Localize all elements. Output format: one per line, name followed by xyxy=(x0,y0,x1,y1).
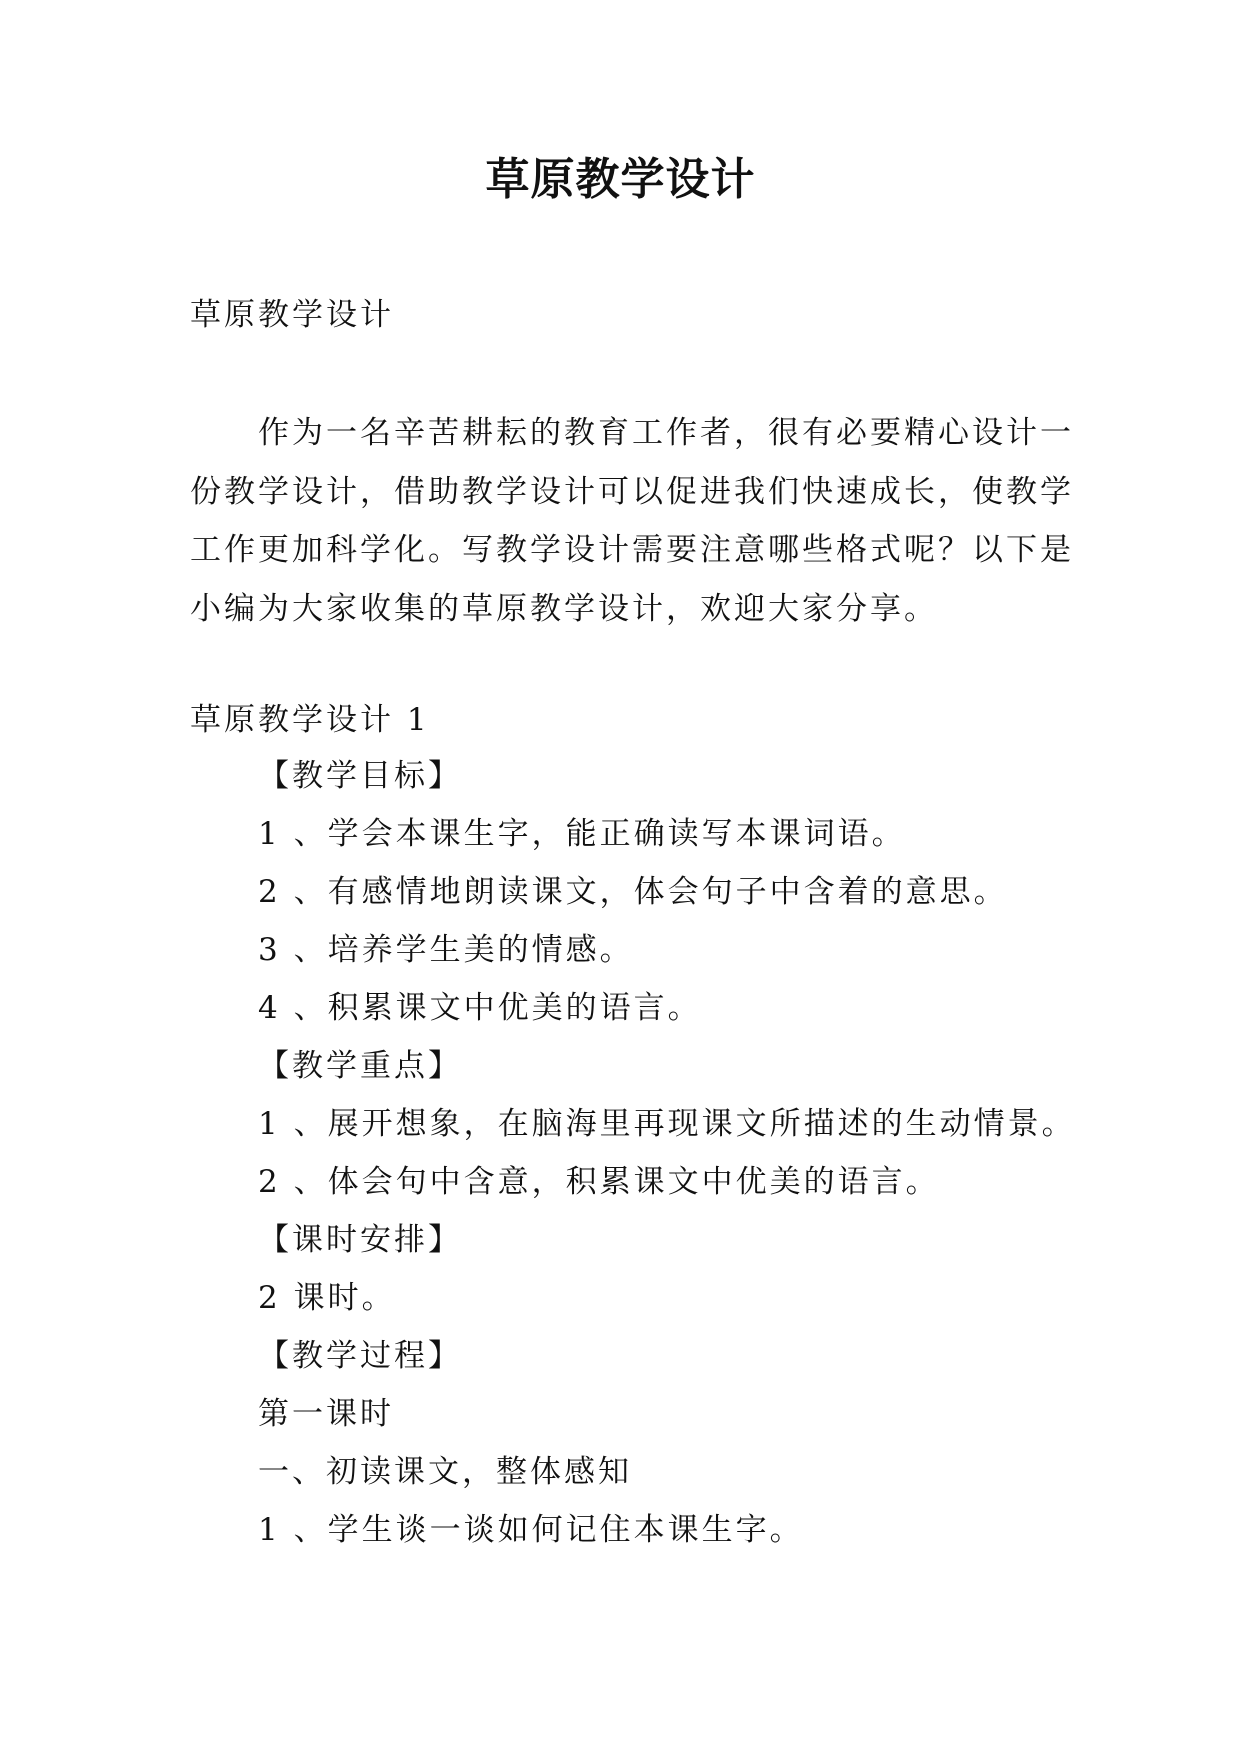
intro-paragraph xyxy=(190,404,1074,638)
intro-line: 作为一名辛苦耕耘的教育工作者，很有必要精心设计一 xyxy=(258,415,1074,451)
intro-line: 份教学设计，借助教学设计可以促进我们快速成长，使教学 xyxy=(190,473,1074,510)
schedule-heading: 【课时安排】 xyxy=(258,1222,462,1258)
goal-item: 3 、培养学生美的情感。 xyxy=(258,932,634,968)
section-heading: 草原教学设计 1 xyxy=(190,702,430,738)
step-heading: 一、初读课文，整体感知 xyxy=(258,1454,632,1490)
goals-heading: 【教学目标】 xyxy=(258,758,462,794)
focus-heading: 【教学重点】 xyxy=(258,1048,462,1084)
goal-item: 4 、积累课文中优美的语言。 xyxy=(258,990,702,1026)
intro-line: 工作更加科学化。写教学设计需要注意哪些格式呢？以下是 xyxy=(190,532,1074,568)
document-subtitle: 草原教学设计 xyxy=(190,297,394,333)
lesson-heading: 第一课时 xyxy=(258,1396,394,1432)
goal-item: 2 、有感情地朗读课文，体会句子中含着的意思。 xyxy=(258,874,1008,910)
focus-item: 2 、体会句中含意，积累课文中优美的语言。 xyxy=(258,1164,940,1200)
focus-item: 1 、展开想象，在脑海里再现课文所描述的生动情景。 xyxy=(258,1106,1076,1142)
goal-item: 1 、学会本课生字，能正确读写本课词语。 xyxy=(258,816,906,852)
document-title: 草原教学设计 xyxy=(485,154,756,205)
step-item: 1 、学生谈一谈如何记住本课生字。 xyxy=(258,1512,804,1548)
intro-line: 小编为大家收集的草原教学设计，欢迎大家分享。 xyxy=(190,590,938,627)
schedule-text: 2 课时。 xyxy=(258,1280,396,1316)
process-heading: 【教学过程】 xyxy=(258,1338,462,1374)
